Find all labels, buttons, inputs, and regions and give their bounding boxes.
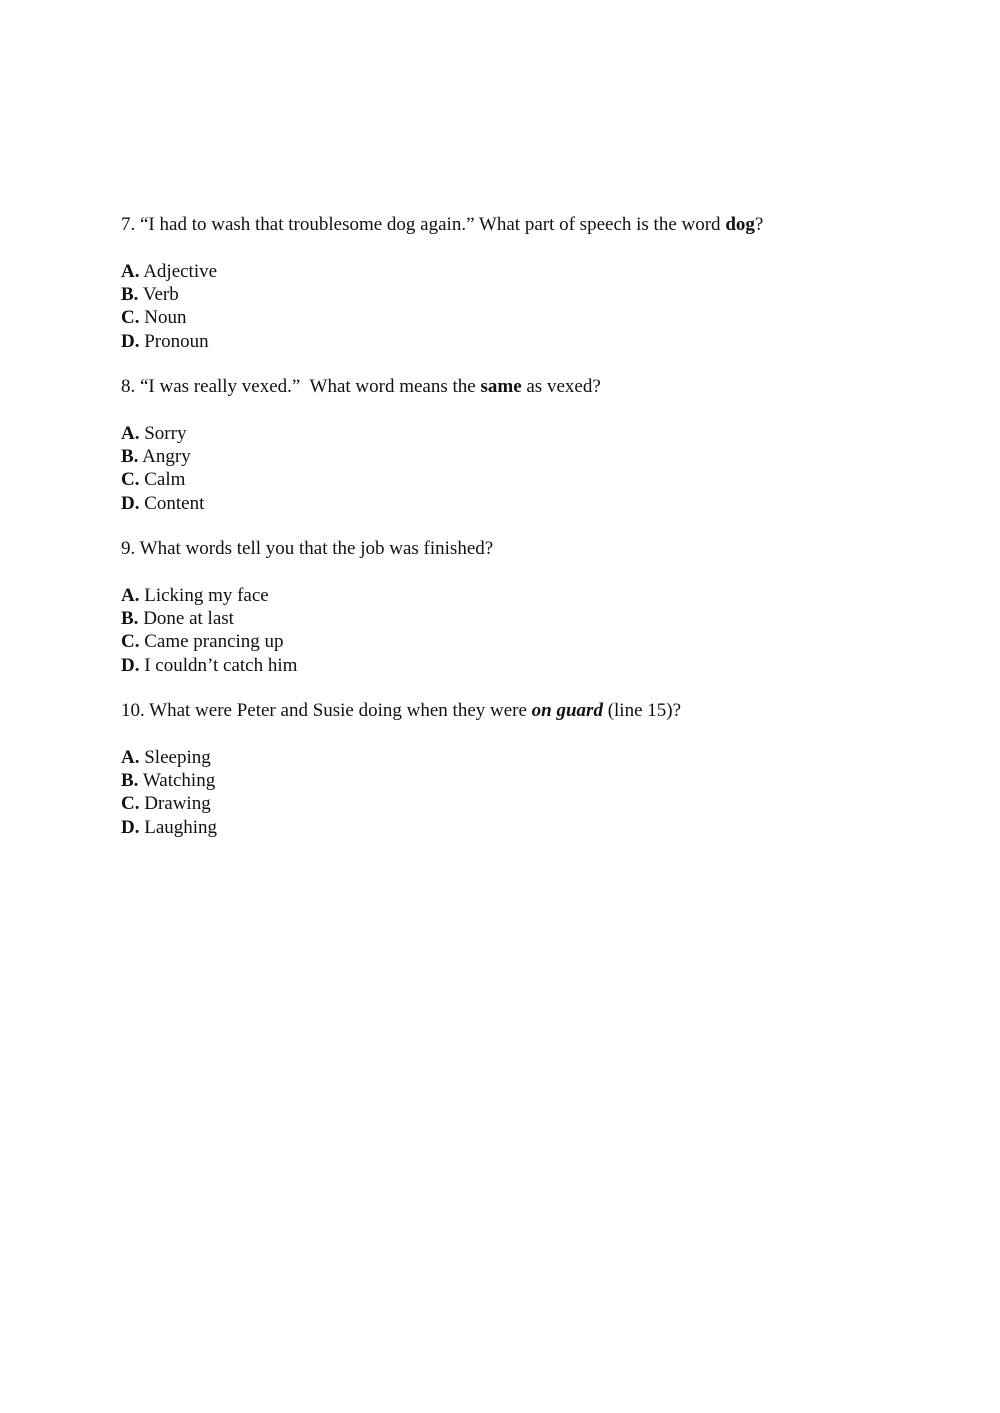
question-7-options bbox=[121, 260, 921, 353]
question-7-prefix: 7. “I had to wash that troublesome dog again.” What part of speech is the word bbox=[121, 214, 726, 235]
option-text: Pronoun bbox=[144, 330, 209, 352]
question-8-options bbox=[121, 422, 921, 515]
option-letter: B. bbox=[121, 770, 139, 792]
option-text: Done at last bbox=[143, 608, 234, 630]
option-8d[interactable] bbox=[121, 492, 921, 515]
option-letter: D. bbox=[121, 330, 140, 352]
option-text: Drawing bbox=[144, 793, 211, 815]
option-letter: A. bbox=[121, 423, 140, 444]
option-9d[interactable] bbox=[121, 654, 921, 677]
option-letter: B. bbox=[121, 284, 139, 306]
question-10-emphasis: on guard bbox=[531, 700, 603, 721]
option-10c[interactable] bbox=[121, 792, 921, 815]
question-8-text bbox=[121, 375, 921, 398]
option-letter: A. bbox=[121, 585, 140, 606]
option-letter: B. bbox=[121, 608, 139, 630]
option-letter: C. bbox=[121, 631, 140, 653]
option-text: Content bbox=[144, 492, 205, 514]
option-text: I couldn’t catch him bbox=[144, 654, 298, 676]
option-letter: D. bbox=[121, 492, 140, 514]
option-letter: D. bbox=[121, 654, 140, 676]
option-10a[interactable] bbox=[121, 746, 921, 769]
option-text: Noun bbox=[144, 307, 187, 329]
option-letter: C. bbox=[121, 469, 140, 491]
option-text: Verb bbox=[142, 284, 179, 306]
option-text: Calm bbox=[144, 469, 186, 491]
question-7-emphasis: dog bbox=[725, 214, 755, 235]
option-text: Came prancing up bbox=[144, 631, 284, 653]
option-8b[interactable] bbox=[121, 445, 921, 468]
option-text: Licking my face bbox=[144, 585, 269, 606]
question-10-text bbox=[121, 699, 921, 722]
option-letter: B. bbox=[121, 446, 139, 468]
question-10-options bbox=[121, 746, 921, 839]
option-text: Sleeping bbox=[144, 747, 211, 768]
option-letter: A. bbox=[121, 261, 140, 282]
option-text: Adjective bbox=[143, 261, 218, 282]
question-8-prefix: 8. “I was really vexed.” What word means the bbox=[121, 376, 481, 397]
option-8c[interactable] bbox=[121, 468, 921, 491]
option-9c[interactable] bbox=[121, 630, 921, 653]
question-10 bbox=[121, 699, 921, 839]
question-8-emphasis: same bbox=[480, 376, 522, 397]
question-10-suffix: (line 15)? bbox=[602, 700, 682, 721]
option-8a[interactable] bbox=[121, 422, 921, 445]
option-text: Sorry bbox=[144, 423, 187, 444]
question-8-suffix: as vexed? bbox=[521, 376, 601, 397]
option-letter: C. bbox=[121, 307, 140, 329]
option-letter: C. bbox=[121, 793, 140, 815]
option-letter: A. bbox=[121, 747, 140, 768]
option-7b[interactable] bbox=[121, 283, 921, 306]
question-10-prefix: 10. What were Peter and Susie doing when they were bbox=[121, 700, 532, 721]
question-7-suffix: ? bbox=[754, 214, 764, 235]
question-9 bbox=[121, 537, 921, 677]
option-10d[interactable] bbox=[121, 816, 921, 839]
question-7-text bbox=[121, 213, 921, 236]
option-7c[interactable] bbox=[121, 306, 921, 329]
question-7 bbox=[121, 213, 921, 353]
question-9-options bbox=[121, 584, 921, 677]
question-9-text bbox=[121, 537, 921, 560]
option-9a[interactable] bbox=[121, 584, 921, 607]
option-10b[interactable] bbox=[121, 769, 921, 792]
option-text: Laughing bbox=[144, 816, 218, 838]
option-7a[interactable] bbox=[121, 260, 921, 283]
question-8 bbox=[121, 375, 921, 515]
option-9b[interactable] bbox=[121, 607, 921, 630]
option-text: Angry bbox=[142, 446, 191, 468]
option-text: Watching bbox=[142, 770, 216, 792]
question-9-prefix: 9. What words tell you that the job was finished? bbox=[121, 538, 494, 559]
option-letter: D. bbox=[121, 816, 140, 838]
option-7d[interactable] bbox=[121, 330, 921, 353]
